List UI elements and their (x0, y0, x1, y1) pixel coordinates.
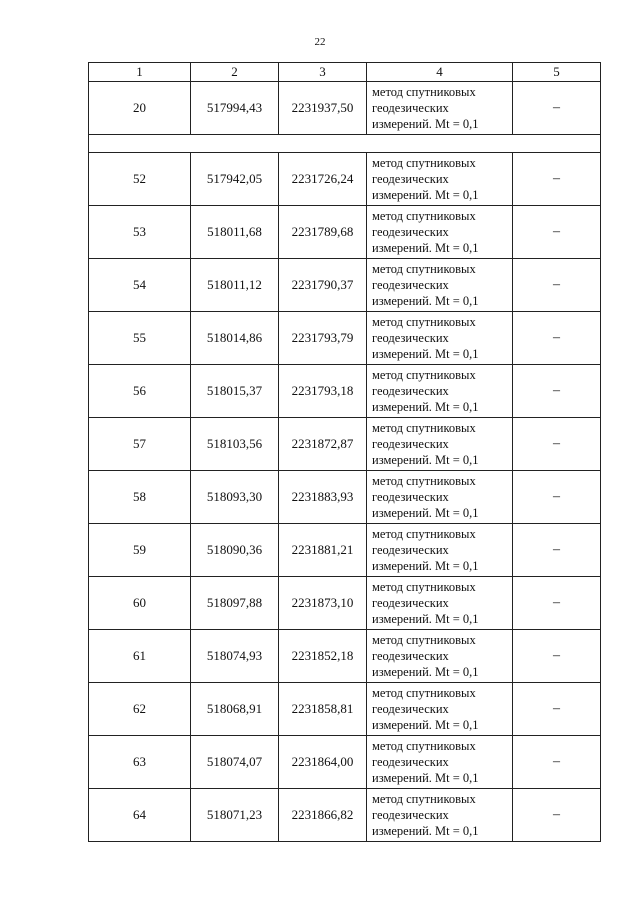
method-line: геодезических (372, 331, 449, 345)
x-coordinate-cell: 518011,12 (191, 259, 279, 312)
method-line: метод спутниковых (372, 686, 476, 700)
method-line: измерений. Mt = 0,1 (372, 241, 479, 255)
table-row (89, 259, 601, 312)
method-line: геодезических (372, 596, 449, 610)
table-header-row (89, 63, 601, 82)
y-coordinate-cell: 2231873,10 (279, 577, 367, 630)
method-line: геодезических (372, 101, 449, 115)
method-line: метод спутниковых (372, 315, 476, 329)
point-number-cell: 56 (89, 365, 191, 418)
table-row (89, 630, 601, 683)
method-line: метод спутниковых (372, 474, 476, 488)
accuracy-cell: – (513, 82, 601, 135)
table-body (89, 82, 601, 842)
point-number-cell: 20 (89, 82, 191, 135)
method-line: геодезических (372, 225, 449, 239)
table-row (89, 418, 601, 471)
y-coordinate-cell: 2231726,24 (279, 153, 367, 206)
table-row (89, 736, 601, 789)
y-coordinate-cell: 2231866,82 (279, 789, 367, 842)
table-row (89, 365, 601, 418)
table-row (89, 683, 601, 736)
y-coordinate-cell: 2231789,68 (279, 206, 367, 259)
accuracy-cell: – (513, 577, 601, 630)
x-coordinate-cell: 518097,88 (191, 577, 279, 630)
table-row (89, 471, 601, 524)
method-line: геодезических (372, 543, 449, 557)
y-coordinate-cell: 2231793,18 (279, 365, 367, 418)
accuracy-cell: – (513, 365, 601, 418)
accuracy-cell: – (513, 418, 601, 471)
method-cell (367, 365, 513, 418)
y-coordinate-cell: 2231790,37 (279, 259, 367, 312)
y-coordinate-cell: 2231864,00 (279, 736, 367, 789)
method-cell (367, 471, 513, 524)
point-number-cell: 54 (89, 259, 191, 312)
header-cell: 3 (279, 63, 367, 82)
method-line: измерений. Mt = 0,1 (372, 665, 479, 679)
method-line: измерений. Mt = 0,1 (372, 771, 479, 785)
y-coordinate-cell: 2231793,79 (279, 312, 367, 365)
method-line: геодезических (372, 490, 449, 504)
method-line: метод спутниковых (372, 580, 476, 594)
table-row (89, 524, 601, 577)
method-cell (367, 259, 513, 312)
table-row (89, 153, 601, 206)
method-line: измерений. Mt = 0,1 (372, 347, 479, 361)
x-coordinate-cell: 518068,91 (191, 683, 279, 736)
method-line: геодезических (372, 278, 449, 292)
method-line: измерений. Mt = 0,1 (372, 718, 479, 732)
accuracy-cell: – (513, 683, 601, 736)
method-line: геодезических (372, 808, 449, 822)
header-cell: 4 (367, 63, 513, 82)
accuracy-cell: – (513, 206, 601, 259)
y-coordinate-cell: 2231858,81 (279, 683, 367, 736)
point-number-cell: 58 (89, 471, 191, 524)
point-number-cell: 60 (89, 577, 191, 630)
x-coordinate-cell: 518074,93 (191, 630, 279, 683)
method-line: геодезических (372, 755, 449, 769)
method-cell (367, 153, 513, 206)
x-coordinate-cell: 518014,86 (191, 312, 279, 365)
method-cell (367, 524, 513, 577)
point-number-cell: 59 (89, 524, 191, 577)
method-line: метод спутниковых (372, 739, 476, 753)
method-line: геодезических (372, 172, 449, 186)
x-coordinate-cell: 518015,37 (191, 365, 279, 418)
header-cell: 1 (89, 63, 191, 82)
method-line: метод спутниковых (372, 85, 476, 99)
accuracy-cell: – (513, 259, 601, 312)
y-coordinate-cell: 2231881,21 (279, 524, 367, 577)
point-number-cell: 53 (89, 206, 191, 259)
method-line: измерений. Mt = 0,1 (372, 559, 479, 573)
point-number-cell: 61 (89, 630, 191, 683)
x-coordinate-cell: 518093,30 (191, 471, 279, 524)
method-line: измерений. Mt = 0,1 (372, 824, 479, 838)
accuracy-cell: – (513, 736, 601, 789)
method-cell (367, 630, 513, 683)
y-coordinate-cell: 2231872,87 (279, 418, 367, 471)
method-cell (367, 206, 513, 259)
x-coordinate-cell: 518011,68 (191, 206, 279, 259)
table-gap-cell (89, 135, 601, 153)
table-gap-row (89, 135, 601, 153)
accuracy-cell: – (513, 524, 601, 577)
method-line: измерений. Mt = 0,1 (372, 117, 479, 131)
x-coordinate-cell: 518090,36 (191, 524, 279, 577)
method-line: метод спутниковых (372, 792, 476, 806)
method-line: метод спутниковых (372, 262, 476, 276)
method-line: измерений. Mt = 0,1 (372, 506, 479, 520)
point-number-cell: 63 (89, 736, 191, 789)
method-line: метод спутниковых (372, 156, 476, 170)
point-number-cell: 62 (89, 683, 191, 736)
x-coordinate-cell: 518103,56 (191, 418, 279, 471)
header-cell: 5 (513, 63, 601, 82)
accuracy-cell: – (513, 153, 601, 206)
method-line: геодезических (372, 649, 449, 663)
method-line: геодезических (372, 384, 449, 398)
point-number-cell: 52 (89, 153, 191, 206)
method-line: метод спутниковых (372, 209, 476, 223)
method-cell (367, 789, 513, 842)
method-line: измерений. Mt = 0,1 (372, 188, 479, 202)
header-cell: 2 (191, 63, 279, 82)
point-number-cell: 64 (89, 789, 191, 842)
coordinates-table (88, 62, 601, 842)
table-row (89, 206, 601, 259)
accuracy-cell: – (513, 312, 601, 365)
method-cell (367, 418, 513, 471)
y-coordinate-cell: 2231852,18 (279, 630, 367, 683)
method-line: метод спутниковых (372, 368, 476, 382)
method-cell (367, 736, 513, 789)
accuracy-cell: – (513, 630, 601, 683)
method-cell (367, 82, 513, 135)
x-coordinate-cell: 517942,05 (191, 153, 279, 206)
method-line: геодезических (372, 437, 449, 451)
table-row (89, 789, 601, 842)
method-line: геодезических (372, 702, 449, 716)
accuracy-cell: – (513, 789, 601, 842)
accuracy-cell: – (513, 471, 601, 524)
method-cell (367, 577, 513, 630)
x-coordinate-cell: 518074,07 (191, 736, 279, 789)
method-line: измерений. Mt = 0,1 (372, 612, 479, 626)
method-cell (367, 683, 513, 736)
x-coordinate-cell: 518071,23 (191, 789, 279, 842)
table-row (89, 82, 601, 135)
method-line: метод спутниковых (372, 633, 476, 647)
y-coordinate-cell: 2231937,50 (279, 82, 367, 135)
page-number: 22 (314, 36, 326, 48)
method-line: метод спутниковых (372, 527, 476, 541)
method-line: измерений. Mt = 0,1 (372, 400, 479, 414)
x-coordinate-cell: 517994,43 (191, 82, 279, 135)
table-row (89, 312, 601, 365)
y-coordinate-cell: 2231883,93 (279, 471, 367, 524)
method-line: измерений. Mt = 0,1 (372, 294, 479, 308)
method-cell (367, 312, 513, 365)
point-number-cell: 55 (89, 312, 191, 365)
method-line: измерений. Mt = 0,1 (372, 453, 479, 467)
method-line: метод спутниковых (372, 421, 476, 435)
point-number-cell: 57 (89, 418, 191, 471)
table-row (89, 577, 601, 630)
